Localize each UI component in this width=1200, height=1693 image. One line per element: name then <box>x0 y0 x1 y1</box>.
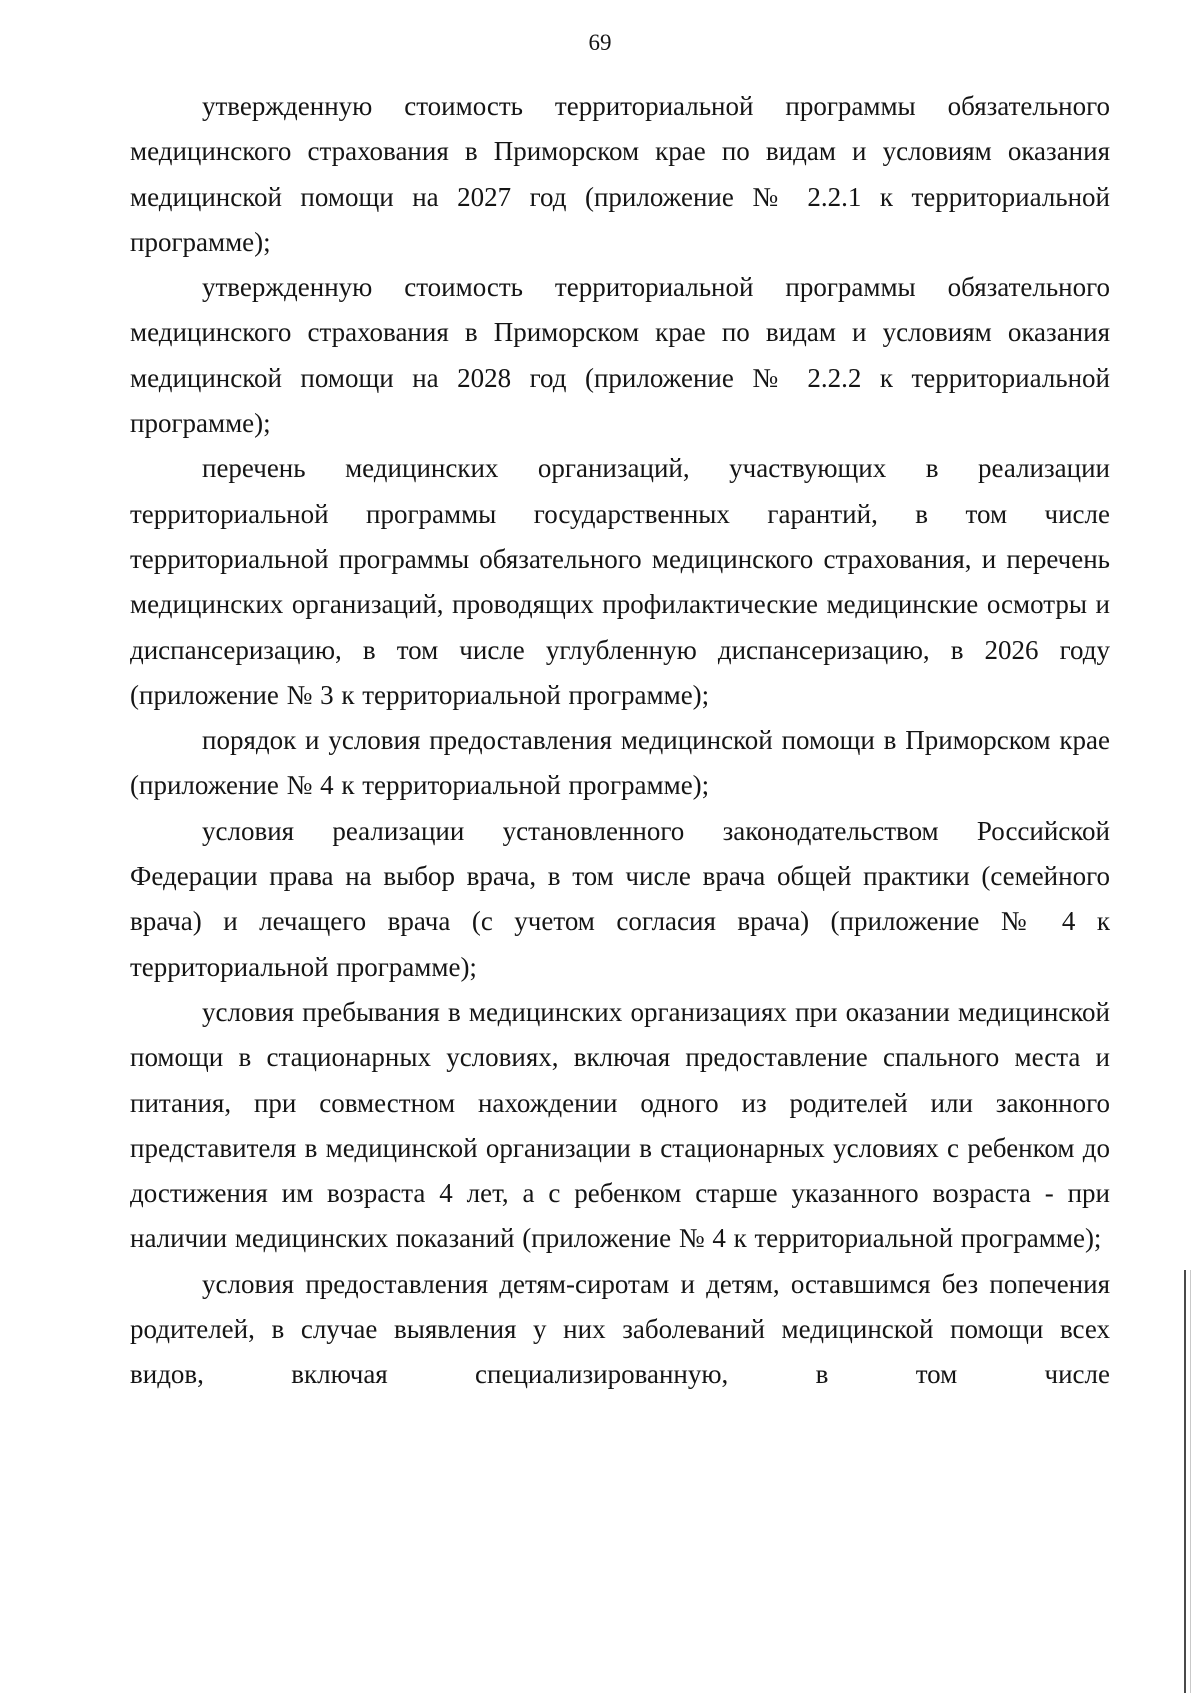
paragraph-care-procedure: порядок и условия предоставления медицинской помощи в Приморском крае (приложение № 4 к территориальной программе); <box>130 725 1110 801</box>
paragraph-orphans-care: условия предоставления детям-сиротам и детям, оставшимся без попечения родителей, в случае выявления у них заболеваний медицинской помощи всех видов, включая специализированную, в том числе <box>130 1268 1110 1390</box>
page-number: 69 <box>588 30 612 55</box>
paragraph-cost-2027: утвержденную стоимость территориальной программы обязательного медицинского страхования в Приморском крае по видам и условиям оказания медицинской помощи на 2027 год (приложение № 2.2.1 к территориальной программе); <box>130 91 1110 257</box>
scan-edge-shadow <box>1190 1270 1191 1693</box>
scan-edge-line <box>1184 1270 1186 1693</box>
paragraph-doctor-choice: условия реализации установленного законодательством Российской Федерации права на выбор врача, в том числе врача общей практики (семейного врача) и лечащего врача (с учетом согласия врача) (приложение № 4 к территориальной программе); <box>130 815 1110 982</box>
document-body <box>130 84 1110 1398</box>
paragraph-inpatient-stay: условия пребывания в медицинских организациях при оказании медицинской помощи в стационарных условиях, включая предоставление спального места и питания, при совместном нахождении одного из родителей или законного представителя в медицинской организации в стационарных условиях с ребенком до достижения им возраста 4 лет, а с ребенком старше указанного возраста - при наличии медицинских показаний (приложение № 4 к территориальной программе); <box>130 996 1110 1254</box>
paragraph-cost-2028: утвержденную стоимость территориальной программы обязательного медицинского страхования в Приморском крае по видам и условиям оказания медицинской помощи на 2028 год (приложение № 2.2.2 к территориальной программе); <box>130 272 1110 439</box>
paragraph-organizations-list: перечень медицинских организаций, участвующих в реализации территориальной программы государственных гарантий, в том числе территориальной программы обязательного медицинского страхования, и перечень медицинских организаций, проводящих профилактические медицинские осмотры и диспансеризацию, в том числе углубленную диспансеризацию, в 2026 году (приложение № 3 к территориальной программе); <box>130 453 1110 710</box>
